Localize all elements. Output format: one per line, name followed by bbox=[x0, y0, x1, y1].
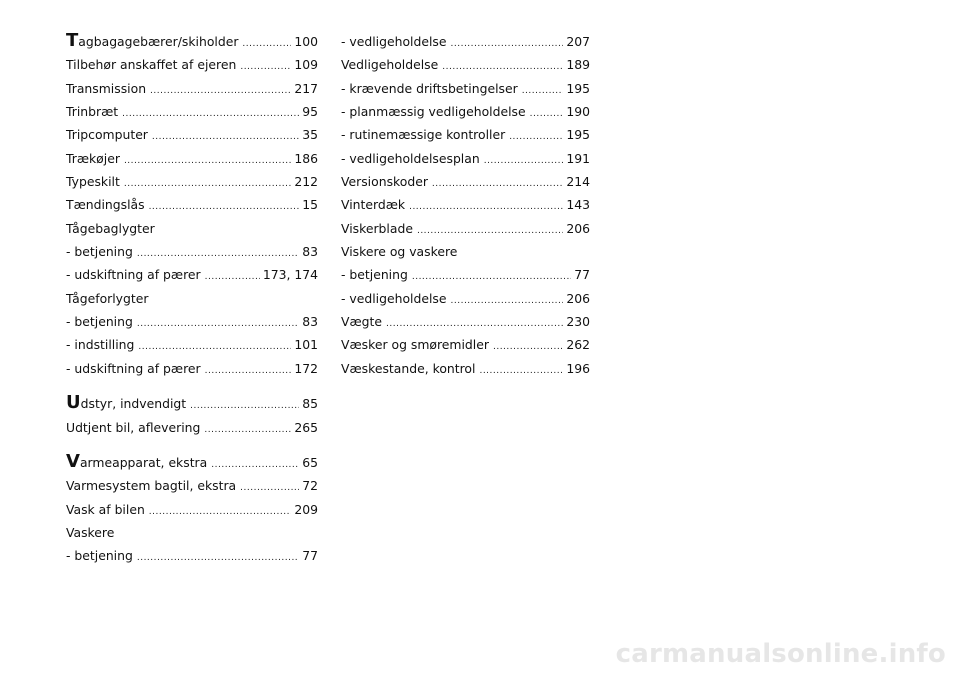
page-number: 172 bbox=[294, 360, 318, 376]
entry-text: agbagagebærer/skiholder bbox=[78, 34, 239, 49]
entry-label bbox=[341, 170, 428, 193]
entry-label bbox=[66, 77, 146, 100]
entry-label bbox=[341, 100, 526, 123]
entry-text: Væsker og smøremidler bbox=[341, 337, 489, 353]
dot-leader bbox=[479, 357, 563, 383]
entry-label bbox=[341, 77, 518, 100]
dot-leader bbox=[149, 193, 300, 219]
index-entry bbox=[66, 240, 318, 263]
entry-label bbox=[66, 123, 148, 146]
page-number: 265 bbox=[294, 419, 318, 435]
index-entry bbox=[66, 544, 318, 567]
entry-text: - udskiftning af pærer bbox=[66, 360, 201, 376]
index-entry bbox=[66, 53, 318, 76]
page-number: 100 bbox=[294, 34, 318, 49]
page-number: 35 bbox=[302, 127, 318, 143]
entry-text: Vask af bilen bbox=[66, 501, 145, 517]
index-entry bbox=[341, 170, 590, 193]
entry-label bbox=[341, 53, 438, 76]
dot-leader bbox=[204, 416, 291, 442]
page-number: 195 bbox=[566, 127, 590, 143]
entry-label bbox=[66, 30, 238, 53]
entry-label bbox=[66, 544, 133, 567]
index-entry bbox=[66, 170, 318, 193]
index-entry bbox=[341, 53, 590, 76]
entry-label bbox=[66, 310, 133, 333]
page-number: 186 bbox=[294, 150, 318, 166]
entry-label bbox=[341, 217, 413, 240]
index-entry bbox=[341, 77, 590, 100]
index-heading bbox=[66, 287, 318, 310]
index-entry bbox=[66, 416, 318, 439]
entry-text: Trinbræt bbox=[66, 104, 119, 120]
entry-text: Væskestande, kontrol bbox=[341, 360, 476, 376]
entry-label bbox=[341, 287, 447, 310]
entry-label bbox=[66, 193, 145, 216]
entry-text: - vedligeholdelse bbox=[341, 34, 447, 49]
index-entry bbox=[66, 30, 318, 53]
index-heading bbox=[66, 217, 318, 240]
entry-text: - betjening bbox=[341, 267, 408, 283]
entry-label bbox=[66, 263, 201, 286]
entry-text: Viskerblade bbox=[341, 220, 413, 236]
entry-text: Versionskoder bbox=[341, 174, 428, 190]
dot-leader bbox=[149, 498, 292, 524]
section-initial: U bbox=[66, 392, 81, 414]
entry-label bbox=[341, 30, 447, 53]
entry-label bbox=[66, 451, 207, 474]
index-entry bbox=[341, 287, 590, 310]
page-number: 214 bbox=[566, 174, 590, 190]
entry-text: - planmæssig vedligeholdelse bbox=[341, 104, 526, 120]
entry-label bbox=[341, 310, 382, 333]
page-number: 206 bbox=[566, 220, 590, 236]
entry-text: Vedligeholdelse bbox=[341, 57, 439, 73]
index-entry bbox=[341, 100, 590, 123]
page-number: 189 bbox=[566, 57, 590, 73]
index-entry bbox=[341, 310, 590, 333]
index-entry bbox=[66, 392, 318, 415]
entry-label bbox=[66, 392, 186, 415]
index-entry bbox=[66, 193, 318, 216]
entry-label bbox=[66, 474, 236, 497]
page-number: 65 bbox=[302, 454, 318, 470]
page-number: 196 bbox=[566, 360, 590, 376]
entry-text: armeapparat, ekstra bbox=[79, 454, 208, 470]
index-entry bbox=[66, 263, 318, 286]
entry-label bbox=[341, 333, 489, 356]
index-entry bbox=[66, 147, 318, 170]
index-entry bbox=[341, 123, 590, 146]
entry-label bbox=[341, 123, 505, 146]
entry-text: Viskere og vaskere bbox=[341, 244, 458, 260]
index-column-left bbox=[66, 30, 318, 568]
page-number: 195 bbox=[566, 80, 590, 96]
entry-label bbox=[341, 357, 475, 380]
entry-label bbox=[66, 416, 200, 439]
entry-label bbox=[66, 521, 114, 544]
entry-text: Typeskilt bbox=[66, 174, 120, 190]
page-number: 262 bbox=[566, 337, 590, 353]
entry-text: - vedligeholdelse bbox=[341, 290, 447, 306]
entry-label bbox=[341, 263, 408, 286]
entry-label bbox=[66, 287, 148, 310]
entry-text: Udtjent bil, aflevering bbox=[66, 419, 201, 435]
entry-text: Tågeforlygter bbox=[66, 290, 149, 306]
page-number: 206 bbox=[566, 290, 590, 306]
index-entry bbox=[66, 77, 318, 100]
index-entry bbox=[341, 30, 590, 53]
page-number: 230 bbox=[566, 314, 590, 330]
entry-label bbox=[66, 147, 120, 170]
entry-label bbox=[341, 240, 457, 263]
entry-text: Vægte bbox=[341, 314, 382, 330]
index-entry bbox=[66, 310, 318, 333]
dot-leader bbox=[205, 357, 292, 383]
entry-text: - krævende driftsbetingelser bbox=[341, 80, 518, 96]
page-number: 77 bbox=[574, 267, 590, 283]
entry-label bbox=[66, 357, 201, 380]
index-entry bbox=[341, 147, 590, 170]
page-number: 143 bbox=[566, 197, 590, 213]
entry-label bbox=[66, 498, 145, 521]
index-entry bbox=[66, 498, 318, 521]
page-number: 72 bbox=[302, 478, 318, 494]
entry-text: Vinterdæk bbox=[341, 197, 406, 213]
index-entry bbox=[66, 333, 318, 356]
index-entry bbox=[66, 474, 318, 497]
entry-text: Tændingslås bbox=[66, 197, 145, 213]
watermark: carmanualsonline.info bbox=[615, 639, 946, 669]
entry-label bbox=[341, 193, 405, 216]
page-number: 190 bbox=[566, 104, 590, 120]
page-number: 207 bbox=[566, 34, 590, 49]
section-initial: T bbox=[66, 30, 79, 51]
entry-label bbox=[341, 147, 480, 170]
entry-text: - udskiftning af pærer bbox=[66, 267, 201, 283]
entry-text: Transmission bbox=[66, 80, 147, 96]
dot-leader bbox=[137, 544, 299, 570]
entry-label bbox=[66, 170, 120, 193]
index-entry bbox=[341, 217, 590, 240]
entry-text: Tilbehør anskaffet af ejeren bbox=[66, 57, 237, 73]
index-entry bbox=[341, 333, 590, 356]
page-number: 173, 174 bbox=[262, 267, 318, 283]
index-entry bbox=[66, 357, 318, 380]
page-number: 83 bbox=[302, 244, 318, 260]
entry-text: Vaskere bbox=[66, 524, 115, 540]
index-entry bbox=[341, 357, 590, 380]
page-number: 77 bbox=[302, 548, 318, 564]
entry-text: Trækøjer bbox=[66, 150, 120, 166]
page-number: 217 bbox=[294, 80, 318, 96]
entry-label bbox=[66, 217, 155, 240]
entry-label bbox=[66, 240, 133, 263]
page-number: 83 bbox=[302, 314, 318, 330]
index-entry bbox=[341, 193, 590, 216]
page-number: 212 bbox=[294, 174, 318, 190]
entry-text: Varmesystem bagtil, ekstra bbox=[66, 478, 237, 494]
entry-text: - vedligeholdelsesplan bbox=[341, 150, 480, 166]
index-entry bbox=[66, 100, 318, 123]
entry-text: - indstilling bbox=[66, 337, 135, 353]
entry-label bbox=[66, 53, 236, 76]
index-entry bbox=[341, 263, 590, 286]
entry-text: - betjening bbox=[66, 314, 133, 330]
index-entry bbox=[66, 123, 318, 146]
entry-label bbox=[66, 100, 118, 123]
entry-label bbox=[66, 333, 134, 356]
index-entry bbox=[66, 451, 318, 474]
entry-text: Tripcomputer bbox=[66, 127, 148, 143]
index-column-right bbox=[341, 30, 590, 380]
entry-text: dstyr, indvendigt bbox=[80, 396, 187, 412]
page-number: 109 bbox=[294, 57, 318, 73]
page-number: 85 bbox=[302, 396, 318, 412]
entry-text: - rutinemæssige kontroller bbox=[341, 127, 506, 143]
page-number: 95 bbox=[302, 104, 318, 120]
page-number: 15 bbox=[302, 197, 318, 213]
entry-text: - betjening bbox=[66, 244, 133, 260]
page-number: 209 bbox=[294, 501, 318, 517]
entry-text: - betjening bbox=[66, 548, 133, 564]
index-heading bbox=[341, 240, 590, 263]
index-heading bbox=[66, 521, 318, 544]
entry-text: Tågebaglygter bbox=[66, 220, 155, 236]
page-number: 191 bbox=[566, 150, 590, 166]
dot-leader bbox=[205, 263, 260, 289]
section-initial: V bbox=[66, 450, 80, 472]
page-number: 101 bbox=[294, 337, 318, 353]
